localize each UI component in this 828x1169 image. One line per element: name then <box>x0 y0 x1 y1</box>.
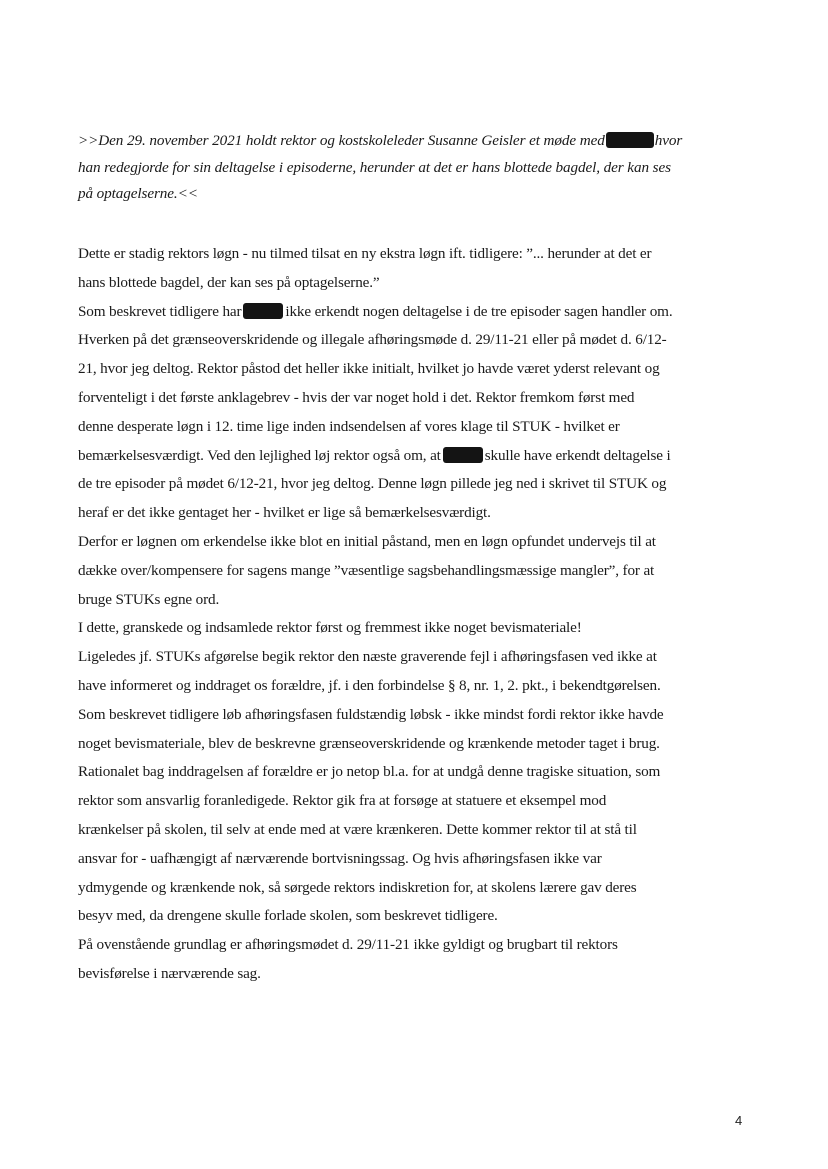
text-line: dække over/kompensere for sagens mange ”væsentlige sagsbehandlingsmæssige mangler”, for at <box>78 561 655 579</box>
redaction-mark <box>243 303 283 319</box>
quote-line: han redegjorde for sin deltagelse i episoderne, herunder at det er hans blottede bagdel, der kan ses <box>78 158 671 176</box>
quoted-passage <box>78 128 750 208</box>
text-line: bemærkelsesværdigt. Ved den lejlighed løj rektor også om, at skulle have erkendt deltagelse i <box>78 446 671 464</box>
redaction-mark <box>606 132 654 148</box>
quote-line: >>Den 29. november 2021 holdt rektor og kostskoleleder Susanne Geisler et møde med hvor <box>78 132 683 149</box>
page-number: 4 <box>735 1113 743 1128</box>
text-line: 21, hvor jeg deltog. Rektor påstod det heller ikke initialt, hvilket jo havde været yderst relevant og <box>78 360 660 378</box>
text-line: ydmygende og krænkende nok, så sørgede rektors indiskretion for, at skolens lærere gav deres <box>78 878 637 896</box>
text-line: Rationalet bag inddragelsen af forældre er jo netop bl.a. for at undgå denne tragiske situation, som <box>78 763 661 781</box>
text-line: besyv med, da drengene skulle forlade skolen, som beskrevet tidligere. <box>78 907 498 925</box>
quote-line: på optagelserne.<< <box>78 185 198 202</box>
text-line: heraf er det ikke gentaget her - hvilket er lige så bemærkelsesværdigt. <box>78 504 491 522</box>
text-line: ansvar for - uafhængigt af nærværende bortvisningssag. Og hvis afhøringsfasen ikke var <box>78 849 602 867</box>
text-line: Hverken på det grænseoverskridende og illegale afhøringsmøde d. 29/11-21 eller på mødet d. 6/12- <box>78 331 667 349</box>
redaction-mark <box>443 447 483 463</box>
text-line: Som beskrevet tidligere har ikke erkendt nogen deltagelse i de tre episoder sagen handler om. <box>78 302 673 320</box>
text-line: Som beskrevet tidligere løb afhøringsfasen fuldstændig løbsk - ikke mindst fordi rektor ikke havde <box>78 705 664 723</box>
text-line: bruge STUKs egne ord. <box>78 590 220 608</box>
text-line: Dette er stadig rektors løgn - nu tilmed tilsat en ny ekstra løgn ift. tidligere: ”... herunder at det er <box>78 245 652 262</box>
text-line: På ovenstående grundlag er afhøringsmødet d. 29/11-21 ikke gyldigt og brugbart til rektors <box>78 936 618 954</box>
text-line: bevisførelse i nærværende sag. <box>78 964 261 982</box>
text-line: forventeligt i det første anklagebrev - hvis der var noget hold i det. Rektor fremkom først med <box>78 388 635 406</box>
text-line: noget bevismateriale, blev de beskrevne grænseoverskridende og krænkende metoder taget i brug. <box>78 734 660 752</box>
text-line: Ligeledes jf. STUKs afgørelse begik rektor den næste graverende fejl i afhøringsfasen ved ikke at <box>78 648 657 666</box>
text-line: hans blottede bagdel, der kan ses på optagelserne.” <box>78 273 380 291</box>
text-line: de tre episoder på mødet 6/12-21, hvor jeg deltog. Denne løgn pillede jeg ned i skrivet til STUK og <box>78 475 667 493</box>
body-text <box>78 240 758 989</box>
text-line: Derfor er løgnen om erkendelse ikke blot en initial påstand, men en løgn opfundet undervejs til at <box>78 532 656 550</box>
text-line: I dette, granskede og indsamlede rektor først og fremmest ikke noget bevismateriale! <box>78 619 582 637</box>
text-line: krænkelser på skolen, til selv at ende med at være krænkeren. Dette kommer rektor til at stå til <box>78 820 637 838</box>
text-line: rektor som ansvarlig foranledigede. Rektor gik fra at forsøge at statuere et eksempel mod <box>78 792 607 810</box>
text-line: have informeret og inddraget os forældre, jf. i den forbindelse § 8, nr. 1, 2. pkt., i bekendtgørelsen. <box>78 676 661 694</box>
text-line: denne desperate løgn i 12. time lige inden indsendelsen af vores klage til STUK - hvilket er <box>78 417 620 435</box>
